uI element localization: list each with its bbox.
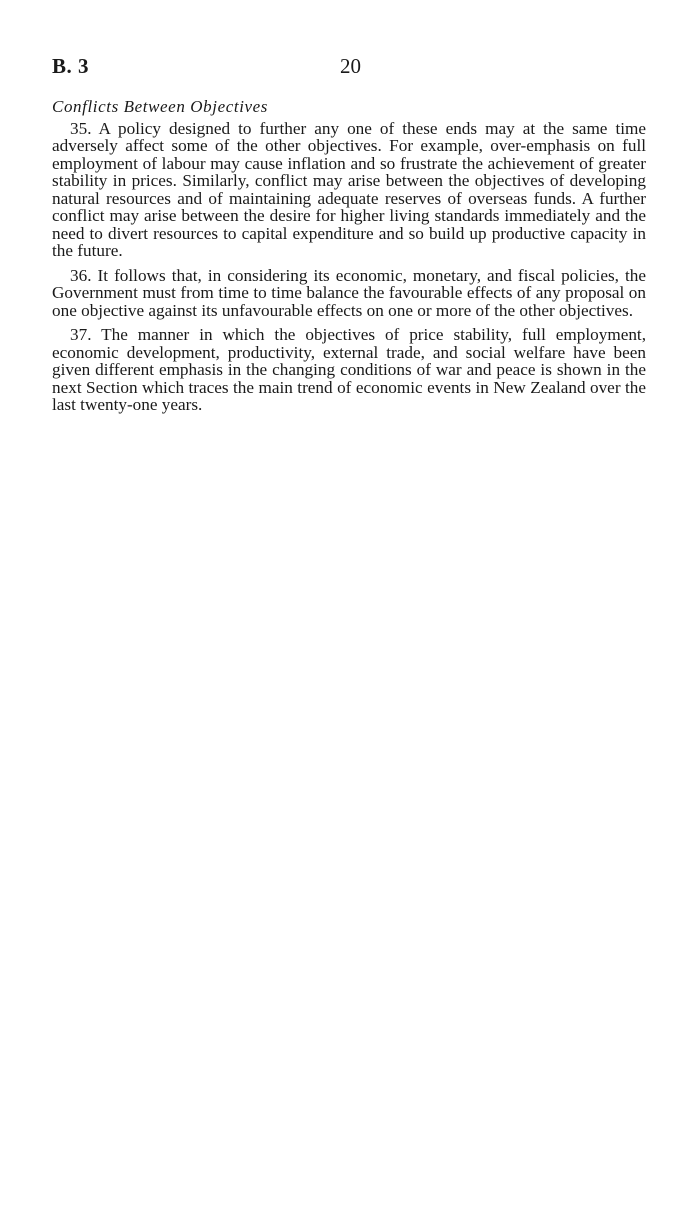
paragraph-37: 37. The manner in which the objectives of price stability, full employment, economic development, productivity, external trade, and social welfare have been given different emphasis in the changing conditions of war and peace is shown in the next Section which traces the main trend of economic events in New Zealand over the last twenty-one years. <box>52 325 646 414</box>
page-number: 20 <box>340 54 361 78</box>
section-heading: Conflicts Between Objectives <box>52 97 269 116</box>
paragraph-35: 35. A policy designed to further any one of these ends may at the same time adversely affect some of the other objectives. For example, over-emphasis on full employment of labour may cause inflation and so frustrate the achievement of greater stability in prices. Similarly, conflict may arise between the objectives of developing natural resources and of maintaining adequate reserves of overseas funds. A further conflict may arise between the desire for higher living standards immediately and the need to divert resources to capital expenditure and so build up productive capacity in the future. <box>52 118 646 260</box>
paragraph-36: 36. It follows that, in considering its economic, monetary, and fiscal policies, the Government must from time to time balance the favourable effects of any proposal on one objective against its unfavourable effects on one or more of the other objectives. <box>52 265 646 320</box>
document-reference: B. 3 <box>52 54 90 78</box>
section-conflicts-between-objectives <box>52 98 646 421</box>
